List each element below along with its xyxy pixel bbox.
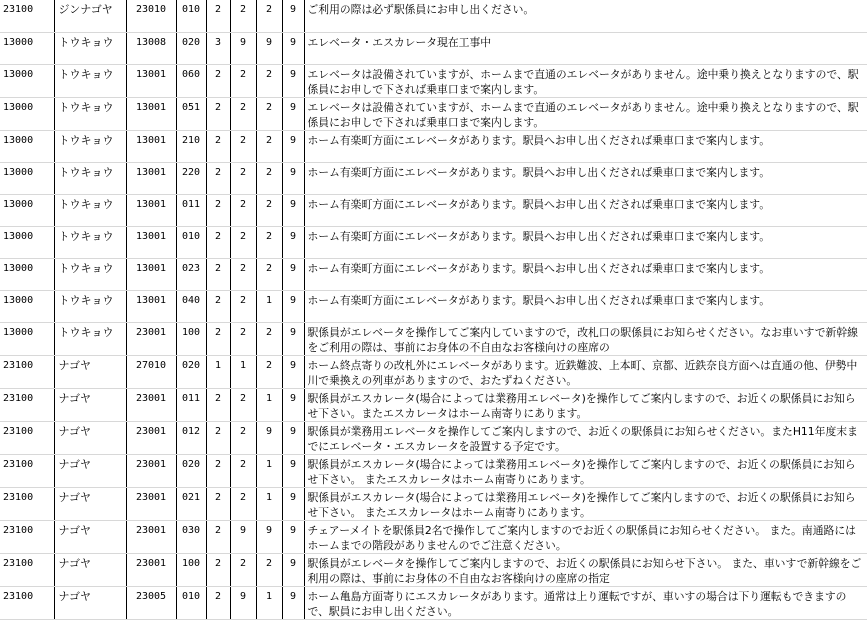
line-code-cell: 23001 [126,454,176,487]
flag-4-cell: 9 [282,258,304,290]
flag-2-cell: 2 [230,421,256,454]
station-name-cell: トウキョウ [54,290,126,322]
flag-2-cell: 2 [230,0,256,32]
flag-1-cell: 2 [206,454,230,487]
table-row [0,32,867,64]
flag-1-cell: 2 [206,520,230,553]
flag-2-cell: 9 [230,32,256,64]
sub-code-cell: 060 [176,64,206,97]
sub-code-cell: 220 [176,162,206,194]
flag-2-cell: 2 [230,454,256,487]
sub-code-cell: 021 [176,487,206,520]
note-cell: エレベータは設備されていますが、ホームまで直通のエレベータがありません。途中乗り換えとなりますので、駅係員にお申しで下されば乗車口まで案内します。 [304,64,867,97]
station-name-cell: ナゴヤ [54,553,126,586]
flag-3-cell: 1 [256,290,282,322]
flag-1-cell: 2 [206,226,230,258]
station-code-cell: 13000 [0,322,54,355]
station-name-cell: トウキョウ [54,194,126,226]
flag-3-cell: 1 [256,586,282,619]
flag-2-cell: 9 [230,520,256,553]
note-cell: エレベータは設備されていますが、ホームまで直通のエレベータがありません。途中乗り換えとなりますので、駅係員にお申しで下されば乗車口まで案内します。 [304,97,867,130]
station-code-cell: 23100 [0,487,54,520]
table-row [0,64,867,97]
station-code-cell: 23100 [0,421,54,454]
station-name-cell: ナゴヤ [54,388,126,421]
flag-1-cell: 2 [206,421,230,454]
line-code-cell: 13001 [126,97,176,130]
note-cell: ホーム有楽町方面にエレベータがあります。駅員へお申し出くだされば乗車口まで案内します。 [304,194,867,226]
flag-4-cell: 9 [282,454,304,487]
table-row [0,520,867,553]
flag-3-cell: 2 [256,258,282,290]
table-row [0,586,867,619]
line-code-cell: 13001 [126,258,176,290]
flag-1-cell: 2 [206,130,230,162]
sub-code-cell: 011 [176,194,206,226]
flag-3-cell: 2 [256,553,282,586]
line-code-cell: 13001 [126,64,176,97]
note-cell: ホーム有楽町方面にエレベータがあります。駅員へお申し出くだされば乗車口まで案内します。 [304,130,867,162]
flag-1-cell: 2 [206,553,230,586]
flag-4-cell: 9 [282,130,304,162]
sub-code-cell: 023 [176,258,206,290]
note-cell: ホーム有楽町方面にエレベータがあります。駅員へお申し出くだされば乗車口まで案内します。 [304,258,867,290]
line-code-cell: 13001 [126,194,176,226]
note-cell: 駅係員がエスカレータ(場合によっては業務用エレベータ)を操作してご案内しますので、お近くの駅係員にお知らせ下さい。 またエスカレータはホーム南寄りにあります。 [304,454,867,487]
station-name-cell: トウキョウ [54,322,126,355]
note-cell: 駅係員がエレベータを操作してご案内しますので、お近くの駅係員にお知らせ下さい。 また、車いすで新幹線をご利用の際は、事前にお身体の不自由なお客様向けの座席の指定 [304,553,867,586]
flag-1-cell: 2 [206,194,230,226]
line-code-cell: 23005 [126,586,176,619]
station-name-cell: ナゴヤ [54,355,126,388]
table-row [0,388,867,421]
line-code-cell: 23001 [126,388,176,421]
flag-1-cell: 2 [206,258,230,290]
flag-1-cell: 3 [206,32,230,64]
note-cell: チェアーメイトを駅係員2名で操作してご案内しますのでお近くの駅係員にお知らせください。 また。南通路にはホームまでの階段がありませんのでご注意ください。 [304,520,867,553]
flag-4-cell: 9 [282,487,304,520]
sub-code-cell: 010 [176,226,206,258]
flag-1-cell: 2 [206,388,230,421]
flag-2-cell: 2 [230,162,256,194]
table-row [0,322,867,355]
note-cell: エレベータ・エスカレータ現在工事中 [304,32,867,64]
sub-code-cell: 010 [176,586,206,619]
sub-code-cell: 100 [176,553,206,586]
note-cell: 駅係員が業務用エレベータを操作してご案内しますので、お近くの駅係員にお知らせください。またH11年度末までにエレベータ・エスカレータを設置する予定です。 [304,421,867,454]
station-code-cell: 23100 [0,553,54,586]
station-code-cell: 13000 [0,97,54,130]
line-code-cell: 23010 [126,0,176,32]
flag-2-cell: 9 [230,586,256,619]
flag-3-cell: 1 [256,388,282,421]
flag-4-cell: 9 [282,388,304,421]
note-cell: ホーム亀島方面寄りにエスカレータがあります。通常は上り運転ですが、車いすの場合は下り運転もできますので、駅員にお申し出ください。 [304,586,867,619]
station-name-cell: トウキョウ [54,64,126,97]
flag-3-cell: 1 [256,487,282,520]
station-code-cell: 23100 [0,520,54,553]
station-name-cell: トウキョウ [54,162,126,194]
station-name-cell: トウキョウ [54,258,126,290]
sub-code-cell: 051 [176,97,206,130]
table-row [0,226,867,258]
station-name-cell: ナゴヤ [54,520,126,553]
flag-1-cell: 2 [206,97,230,130]
flag-2-cell: 2 [230,322,256,355]
flag-2-cell: 2 [230,226,256,258]
flag-4-cell: 9 [282,97,304,130]
table-row [0,355,867,388]
station-code-cell: 23100 [0,355,54,388]
flag-2-cell: 2 [230,130,256,162]
note-cell: 駅係員がエレベータを操作してご案内していますので，改札口の駅係員にお知らせください。なお車いすで新幹線をご利用の際は、事前にお身体の不自由なお客様向けの座席の [304,322,867,355]
station-code-cell: 13000 [0,258,54,290]
flag-2-cell: 1 [230,355,256,388]
flag-4-cell: 9 [282,290,304,322]
flag-1-cell: 2 [206,64,230,97]
station-code-cell: 13000 [0,194,54,226]
sub-code-cell: 010 [176,0,206,32]
table-row [0,162,867,194]
line-code-cell: 13001 [126,226,176,258]
line-code-cell: 23001 [126,487,176,520]
flag-2-cell: 2 [230,258,256,290]
flag-1-cell: 2 [206,487,230,520]
flag-4-cell: 9 [282,226,304,258]
station-code-cell: 13000 [0,130,54,162]
station-name-cell: ナゴヤ [54,454,126,487]
line-code-cell: 27010 [126,355,176,388]
note-cell: 駅係員がエスカレータ(場合によっては業務用エレベータ)を操作してご案内しますので、お近くの駅係員にお知らせ下さい。 またエスカレータはホーム南寄りにあります。 [304,487,867,520]
station-code-cell: 13000 [0,162,54,194]
flag-3-cell: 2 [256,322,282,355]
line-code-cell: 13001 [126,130,176,162]
note-cell: ホーム有楽町方面にエレベータがあります。駅員へお申し出くだされば乗車口まで案内します。 [304,162,867,194]
flag-1-cell: 1 [206,355,230,388]
flag-2-cell: 2 [230,64,256,97]
flag-4-cell: 9 [282,32,304,64]
station-code-cell: 23100 [0,388,54,421]
station-name-cell: トウキョウ [54,130,126,162]
flag-3-cell: 2 [256,226,282,258]
flag-1-cell: 2 [206,0,230,32]
flag-3-cell: 9 [256,421,282,454]
station-name-cell: ナゴヤ [54,586,126,619]
sub-code-cell: 040 [176,290,206,322]
line-code-cell: 23001 [126,322,176,355]
station-name-cell: ナゴヤ [54,487,126,520]
note-cell: ホーム有楽町方面にエレベータがあります。駅員へお申し出くだされば乗車口まで案内します。 [304,290,867,322]
line-code-cell: 23001 [126,520,176,553]
flag-3-cell: 2 [256,130,282,162]
line-code-cell: 13008 [126,32,176,64]
flag-4-cell: 9 [282,322,304,355]
flag-3-cell: 2 [256,194,282,226]
flag-2-cell: 2 [230,553,256,586]
table-row [0,194,867,226]
flag-2-cell: 2 [230,97,256,130]
flag-3-cell: 9 [256,32,282,64]
flag-4-cell: 9 [282,194,304,226]
note-cell: 駅係員がエスカレータ(場合によっては業務用エレベータ)を操作してご案内しますので、お近くの駅係員にお知らせ下さい。またエスカレータはホーム南寄りにあります。 [304,388,867,421]
flag-1-cell: 2 [206,162,230,194]
flag-2-cell: 2 [230,388,256,421]
flag-4-cell: 9 [282,355,304,388]
sub-code-cell: 012 [176,421,206,454]
flag-1-cell: 2 [206,322,230,355]
table-row [0,454,867,487]
flag-4-cell: 9 [282,421,304,454]
flag-2-cell: 2 [230,290,256,322]
line-code-cell: 23001 [126,553,176,586]
table-row [0,258,867,290]
table-row [0,421,867,454]
flag-3-cell: 2 [256,64,282,97]
table-row [0,0,867,32]
flag-3-cell: 1 [256,454,282,487]
flag-4-cell: 9 [282,0,304,32]
station-code-cell: 13000 [0,290,54,322]
station-code-cell: 13000 [0,226,54,258]
table-row [0,487,867,520]
sub-code-cell: 210 [176,130,206,162]
table-row [0,130,867,162]
flag-3-cell: 2 [256,355,282,388]
line-code-cell: 23001 [126,421,176,454]
sub-code-cell: 020 [176,355,206,388]
station-code-cell: 23100 [0,586,54,619]
flag-4-cell: 9 [282,520,304,553]
station-name-cell: ジンナゴヤ [54,0,126,32]
flag-3-cell: 2 [256,97,282,130]
note-cell: ホーム有楽町方面にエレベータがあります。駅員へお申し出くだされば乗車口まで案内します。 [304,226,867,258]
sub-code-cell: 020 [176,454,206,487]
station-name-cell: ナゴヤ [54,421,126,454]
station-code-cell: 13000 [0,64,54,97]
sub-code-cell: 100 [176,322,206,355]
station-code-cell: 23100 [0,0,54,32]
station-name-cell: トウキョウ [54,97,126,130]
table-row [0,97,867,130]
sub-code-cell: 011 [176,388,206,421]
flag-2-cell: 2 [230,194,256,226]
flag-2-cell: 2 [230,487,256,520]
station-code-cell: 23100 [0,454,54,487]
line-code-cell: 13001 [126,290,176,322]
flag-3-cell: 2 [256,0,282,32]
flag-4-cell: 9 [282,553,304,586]
flag-4-cell: 9 [282,162,304,194]
sub-code-cell: 020 [176,32,206,64]
station-name-cell: トウキョウ [54,32,126,64]
table-row [0,553,867,586]
flag-3-cell: 9 [256,520,282,553]
note-cell: ご利用の際は必ず駅係員にお申し出ください。 [304,0,867,32]
flag-1-cell: 2 [206,586,230,619]
note-cell: ホーム終点寄りの改札外にエレベータがあります。近鉄難波、上本町、京都、近鉄奈良方面へは直通の他、伊勢中川で乗換えの列車がありますので、おたずねください。 [304,355,867,388]
flag-4-cell: 9 [282,64,304,97]
station-name-cell: トウキョウ [54,226,126,258]
flag-1-cell: 2 [206,290,230,322]
line-code-cell: 13001 [126,162,176,194]
sub-code-cell: 030 [176,520,206,553]
table-row [0,290,867,322]
station-code-cell: 13000 [0,32,54,64]
flag-4-cell: 9 [282,586,304,619]
flag-3-cell: 2 [256,162,282,194]
